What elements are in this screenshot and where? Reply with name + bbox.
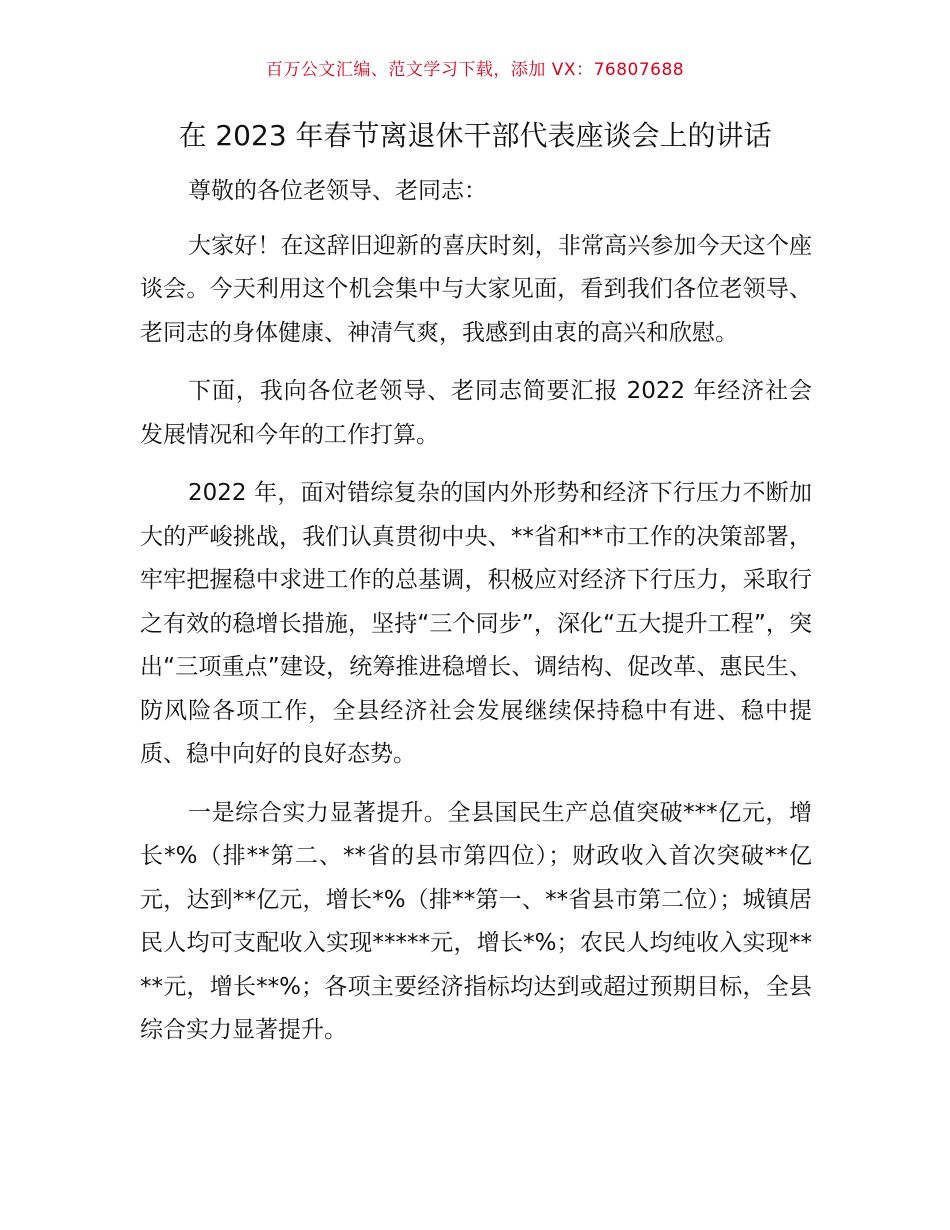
greeting-paragraph: 大家好！在这辞旧迎新的喜庆时刻，非常高兴参加今天这个座谈会。今天利用这个机会集中与大家见面，看到我们各位老领导、老同志的身体健康、神清气爽，我感到由衷的高兴和欣慰。 (140, 232, 812, 346)
document-body (140, 170, 812, 1068)
document-title: 在 2023 年春节离退休干部代表座谈会上的讲话 (178, 119, 772, 152)
header-watermark-note: 百万公文汇编、范文学习下载，添加 VX：76807688 (265, 60, 685, 80)
achievement-paragraph: 一是综合实力显著提升。全县国民生产总值突破***亿元，增长*%（排**第二、**省的县市第四位）；财政收入首次突破**亿元，达到**亿元，增长*%（排**第一、**省县市第二位）；城镇居民人均可支配收入实现*****元，增长*%；农民人均纯收入实现****元，增长**%；各项主要经济指标均达到或超过预期目标，全县综合实力显著提升。 (140, 799, 812, 1043)
salutation-paragraph: 尊敬的各位老领导、老同志： (188, 178, 487, 204)
overview-paragraph: 2022 年，面对错综复杂的国内外形势和经济下行压力不断加大的严峻挑战，我们认真贯彻中央、**省和**市工作的决策部署，牢牢把握稳中求进工作的总基调，积极应对经济下行压力，采取行之有效的稳增长措施，坚持“三个同步”，深化“五大提升工程”，突出“三项重点”建设，统筹推进稳增长、调结构、促改革、惠民生、防风险各项工作，全县经济社会发展继续保持稳中有进、稳中提质、稳中向好的良好态势。 (140, 480, 812, 767)
intro-paragraph: 下面，我向各位老领导、老同志简要汇报 2022 年经济社会发展情况和今年的工作打算。 (140, 378, 812, 448)
